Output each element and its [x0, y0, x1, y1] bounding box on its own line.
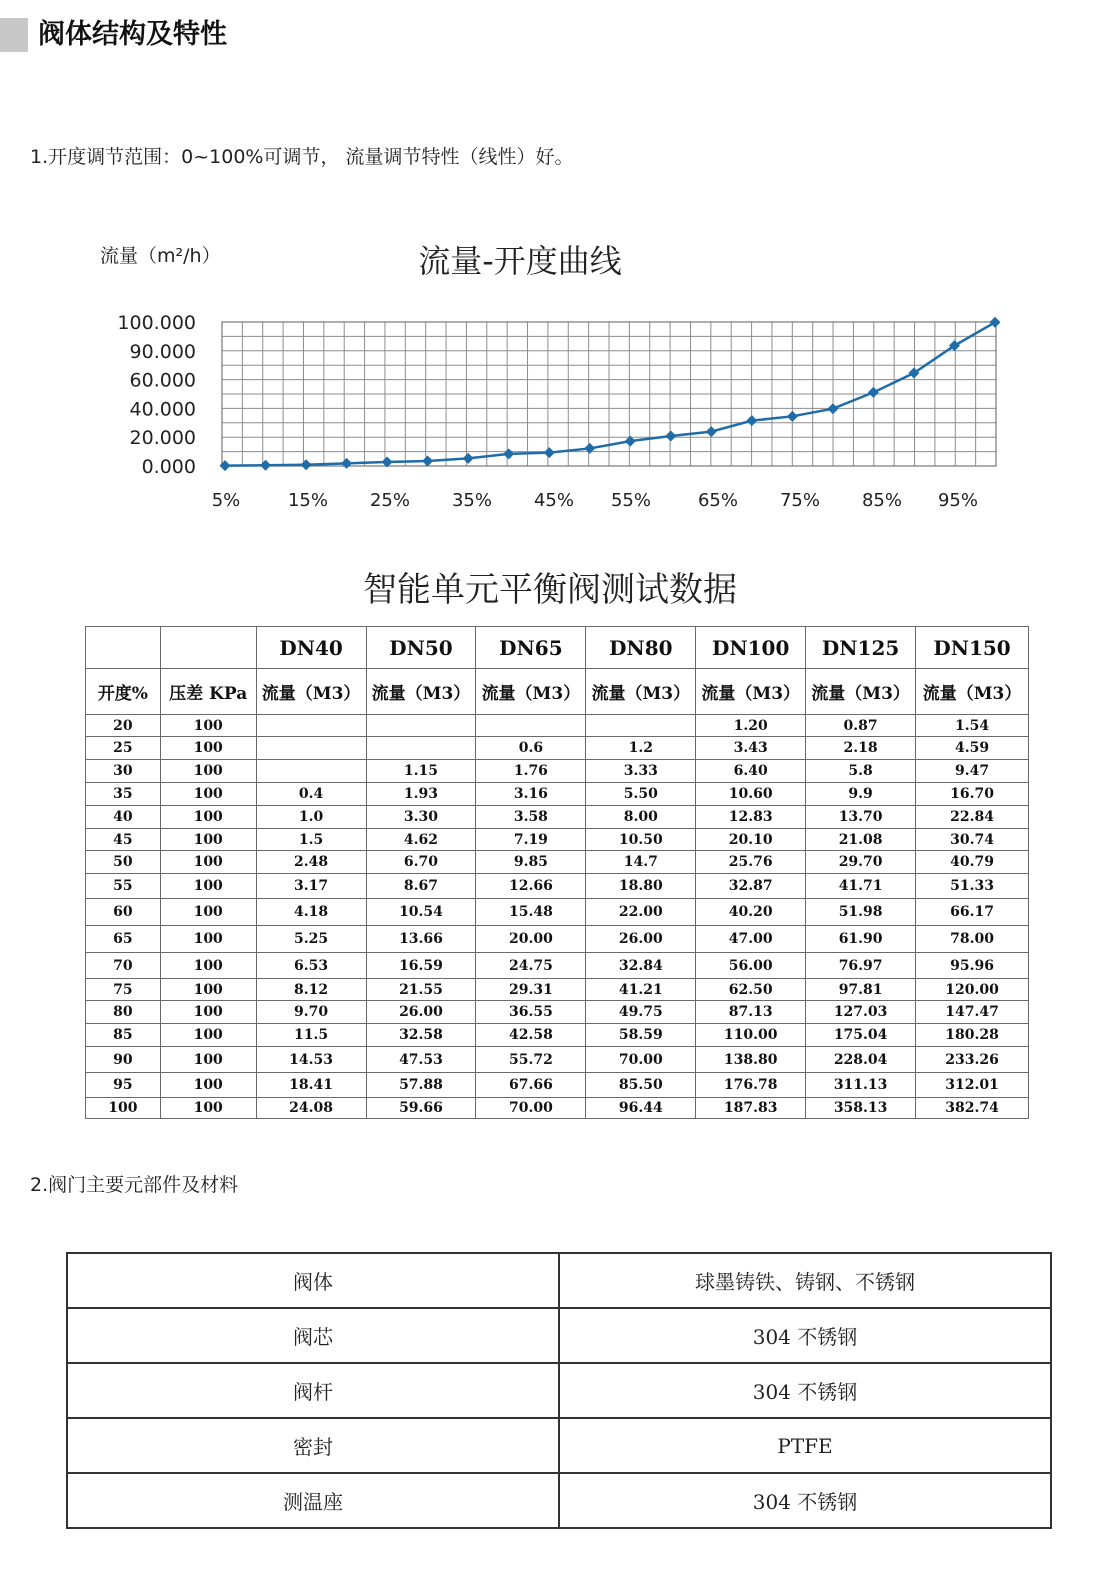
- header-blank: [160, 627, 256, 669]
- flow-cell: 25.76: [696, 851, 806, 874]
- materials-table: [66, 1252, 1052, 1529]
- section-marker: [0, 18, 28, 52]
- flow-cell: 233.26: [916, 1047, 1029, 1073]
- table-row: [86, 979, 1029, 1001]
- components-heading: 2.阀门主要元部件及材料: [30, 1174, 239, 1196]
- material-row: [67, 1308, 1051, 1363]
- flow-cell: 3.30: [366, 806, 476, 829]
- flow-cell: 10.60: [696, 783, 806, 806]
- flow-cell: 13.66: [366, 926, 476, 953]
- pressure-cell: 100: [160, 806, 256, 829]
- flow-cell: 311.13: [806, 1073, 916, 1098]
- table-row: [86, 953, 1029, 979]
- opening-cell: 25: [86, 737, 161, 760]
- pressure-cell: 100: [160, 926, 256, 953]
- flow-cell: 8.12: [256, 979, 366, 1001]
- material-row: [67, 1363, 1051, 1418]
- flow-cell: 97.81: [806, 979, 916, 1001]
- flow-cell: 5.25: [256, 926, 366, 953]
- flow-cell: 110.00: [696, 1024, 806, 1047]
- flow-cell: 8.00: [586, 806, 696, 829]
- pressure-cell: 100: [160, 783, 256, 806]
- flow-cell: 18.80: [586, 874, 696, 899]
- pressure-cell: 100: [160, 953, 256, 979]
- flow-cell: [586, 715, 696, 737]
- table-row: [86, 1047, 1029, 1073]
- flow-cell: 4.59: [916, 737, 1029, 760]
- flow-cell: 62.50: [696, 979, 806, 1001]
- flow-cell: 10.54: [366, 899, 476, 926]
- pressure-cell: 100: [160, 1024, 256, 1047]
- pressure-cell: 100: [160, 851, 256, 874]
- flow-cell: 6.70: [366, 851, 476, 874]
- y-tick-label: 90.000: [129, 340, 196, 363]
- flow-cell: 29.31: [476, 979, 586, 1001]
- flow-cell: 24.75: [476, 953, 586, 979]
- flow-cell: 358.13: [806, 1098, 916, 1119]
- flow-cell: 2.18: [806, 737, 916, 760]
- flow-cell: 56.00: [696, 953, 806, 979]
- flow-cell: 66.17: [916, 899, 1029, 926]
- flow-cell: 0.6: [476, 737, 586, 760]
- flow-cell: 2.48: [256, 851, 366, 874]
- flow-cell: 85.50: [586, 1073, 696, 1098]
- flow-cell: 3.43: [696, 737, 806, 760]
- part-name: 密封: [67, 1418, 559, 1473]
- flow-cell: 4.62: [366, 829, 476, 851]
- x-tick-label: 45%: [533, 490, 575, 511]
- flow-cell: 10.50: [586, 829, 696, 851]
- x-tick-label: 25%: [369, 490, 411, 511]
- flow-cell: 59.66: [366, 1098, 476, 1119]
- y-tick-label: 40.000: [129, 398, 196, 421]
- flow-cell: 47.53: [366, 1047, 476, 1073]
- pressure-cell: 100: [160, 1001, 256, 1024]
- chart-title: 流量-开度曲线: [418, 242, 622, 280]
- header-flow: 流量（M3）: [366, 669, 476, 715]
- flow-cell: 228.04: [806, 1047, 916, 1073]
- x-tick-label: 35%: [451, 490, 493, 511]
- flow-cell: 36.55: [476, 1001, 586, 1024]
- flow-cell: 95.96: [916, 953, 1029, 979]
- flow-cell: 61.90: [806, 926, 916, 953]
- flow-cell: 41.71: [806, 874, 916, 899]
- flow-cell: 41.21: [586, 979, 696, 1001]
- header-dn: DN40: [256, 627, 366, 669]
- opening-cell: 30: [86, 760, 161, 783]
- header-dn: DN80: [586, 627, 696, 669]
- y-tick-label: 100.000: [117, 312, 196, 334]
- opening-cell: 35: [86, 783, 161, 806]
- opening-cell: 80: [86, 1001, 161, 1024]
- pressure-cell: 100: [160, 737, 256, 760]
- table-row: [86, 783, 1029, 806]
- header-flow: 流量（M3）: [806, 669, 916, 715]
- header-pressure: 压差 KPa: [160, 669, 256, 715]
- table-row: [86, 829, 1029, 851]
- flow-cell: 55.72: [476, 1047, 586, 1073]
- flow-cell: 15.48: [476, 899, 586, 926]
- material-row: [67, 1473, 1051, 1528]
- flow-cell: 76.97: [806, 953, 916, 979]
- x-tick-label: 5%: [211, 490, 241, 511]
- opening-cell: 100: [86, 1098, 161, 1119]
- dn-header-row: [86, 627, 1029, 669]
- flow-cell: [476, 715, 586, 737]
- flow-cell: 1.76: [476, 760, 586, 783]
- table-row: [86, 1001, 1029, 1024]
- flow-cell: 3.33: [586, 760, 696, 783]
- part-name: 阀杆: [67, 1363, 559, 1418]
- pressure-cell: 100: [160, 979, 256, 1001]
- y-tick-label: 0.000: [141, 456, 196, 478]
- part-name: 测温座: [67, 1473, 559, 1528]
- flow-cell: 14.53: [256, 1047, 366, 1073]
- pressure-cell: 100: [160, 715, 256, 737]
- flow-cell: 9.9: [806, 783, 916, 806]
- flow-cell: 22.84: [916, 806, 1029, 829]
- part-material: 304 不锈钢: [559, 1473, 1051, 1528]
- table-row: [86, 1024, 1029, 1047]
- flow-cell: 138.80: [696, 1047, 806, 1073]
- flow-cell: 120.00: [916, 979, 1029, 1001]
- table-row: [86, 874, 1029, 899]
- table-row: [86, 760, 1029, 783]
- x-tick-label: 85%: [861, 490, 903, 511]
- flow-cell: 180.28: [916, 1024, 1029, 1047]
- opening-cell: 90: [86, 1047, 161, 1073]
- pressure-cell: 100: [160, 899, 256, 926]
- flow-cell: 11.5: [256, 1024, 366, 1047]
- flow-cell: 30.74: [916, 829, 1029, 851]
- flow-cell: 0.87: [806, 715, 916, 737]
- table-row: [86, 1073, 1029, 1098]
- header-flow: 流量（M3）: [476, 669, 586, 715]
- table-row: [86, 1098, 1029, 1119]
- flow-cell: 6.53: [256, 953, 366, 979]
- flow-cell: 176.78: [696, 1073, 806, 1098]
- flow-cell: [256, 737, 366, 760]
- flow-cell: 1.15: [366, 760, 476, 783]
- opening-cell: 40: [86, 806, 161, 829]
- test-data-table: [85, 626, 1029, 1119]
- flow-opening-chart: [0, 225, 1100, 525]
- flow-cell: 16.59: [366, 953, 476, 979]
- flow-cell: 24.08: [256, 1098, 366, 1119]
- x-tick-label: 75%: [779, 490, 821, 511]
- section-header: [0, 14, 400, 54]
- part-material: 304 不锈钢: [559, 1308, 1051, 1363]
- flow-cell: 382.74: [916, 1098, 1029, 1119]
- part-material: 球墨铸铁、铸钢、不锈钢: [559, 1253, 1051, 1308]
- table-row: [86, 737, 1029, 760]
- flow-cell: 87.13: [696, 1001, 806, 1024]
- flow-cell: 9.70: [256, 1001, 366, 1024]
- data-table-title: 智能单元平衡阀测试数据: [363, 570, 737, 610]
- opening-cell: 70: [86, 953, 161, 979]
- table-row: [86, 715, 1029, 737]
- flow-cell: 8.67: [366, 874, 476, 899]
- header-blank: [86, 627, 161, 669]
- x-tick-label: 55%: [610, 490, 652, 511]
- opening-cell: 60: [86, 899, 161, 926]
- flow-cell: 26.00: [366, 1001, 476, 1024]
- opening-cell: 50: [86, 851, 161, 874]
- flow-cell: [256, 760, 366, 783]
- flow-cell: 40.20: [696, 899, 806, 926]
- flow-cell: 26.00: [586, 926, 696, 953]
- flow-cell: 1.54: [916, 715, 1029, 737]
- flow-cell: 9.47: [916, 760, 1029, 783]
- flow-cell: 5.50: [586, 783, 696, 806]
- opening-cell: 55: [86, 874, 161, 899]
- flow-cell: 49.75: [586, 1001, 696, 1024]
- pressure-cell: 100: [160, 829, 256, 851]
- pressure-cell: 100: [160, 760, 256, 783]
- flow-cell: 13.70: [806, 806, 916, 829]
- range-description: 1.开度调节范围：0~100%可调节， 流量调节特性（线性）好。: [30, 146, 574, 168]
- y-tick-label: 60.000: [129, 369, 196, 392]
- flow-cell: 29.70: [806, 851, 916, 874]
- part-material: 304 不锈钢: [559, 1363, 1051, 1418]
- flow-cell: 20.00: [476, 926, 586, 953]
- flow-cell: 3.58: [476, 806, 586, 829]
- flow-cell: 7.19: [476, 829, 586, 851]
- header-dn: DN50: [366, 627, 476, 669]
- flow-cell: 21.55: [366, 979, 476, 1001]
- flow-cell: 51.98: [806, 899, 916, 926]
- flow-cell: 187.83: [696, 1098, 806, 1119]
- flow-cell: 58.59: [586, 1024, 696, 1047]
- opening-cell: 45: [86, 829, 161, 851]
- header-dn: DN100: [696, 627, 806, 669]
- pressure-cell: 100: [160, 1098, 256, 1119]
- flow-cell: 12.83: [696, 806, 806, 829]
- flow-cell: 0.4: [256, 783, 366, 806]
- x-tick-label: 15%: [287, 490, 329, 511]
- flow-cell: 78.00: [916, 926, 1029, 953]
- flow-cell: 42.58: [476, 1024, 586, 1047]
- x-tick-label: 95%: [937, 490, 979, 511]
- flow-cell: [366, 737, 476, 760]
- flow-cell: 22.00: [586, 899, 696, 926]
- column-header-row: [86, 669, 1029, 715]
- header-flow: 流量（M3）: [916, 669, 1029, 715]
- table-row: [86, 851, 1029, 874]
- part-material: PTFE: [559, 1418, 1051, 1473]
- flow-cell: 1.5: [256, 829, 366, 851]
- flow-cell: 32.87: [696, 874, 806, 899]
- header-dn: DN150: [916, 627, 1029, 669]
- flow-cell: 32.58: [366, 1024, 476, 1047]
- material-row: [67, 1418, 1051, 1473]
- flow-cell: 127.03: [806, 1001, 916, 1024]
- flow-cell: 1.93: [366, 783, 476, 806]
- flow-cell: 14.7: [586, 851, 696, 874]
- header-dn: DN65: [476, 627, 586, 669]
- y-axis-label: 流量（m²/h）: [100, 245, 221, 267]
- flow-cell: 47.00: [696, 926, 806, 953]
- flow-cell: 16.70: [916, 783, 1029, 806]
- flow-cell: 20.10: [696, 829, 806, 851]
- flow-cell: 18.41: [256, 1073, 366, 1098]
- flow-cell: 96.44: [586, 1098, 696, 1119]
- flow-cell: 175.04: [806, 1024, 916, 1047]
- flow-cell: 6.40: [696, 760, 806, 783]
- flow-cell: 70.00: [586, 1047, 696, 1073]
- flow-cell: 70.00: [476, 1098, 586, 1119]
- flow-cell: 32.84: [586, 953, 696, 979]
- flow-cell: 3.17: [256, 874, 366, 899]
- pressure-cell: 100: [160, 874, 256, 899]
- header-flow: 流量（M3）: [256, 669, 366, 715]
- flow-cell: 57.88: [366, 1073, 476, 1098]
- flow-cell: 67.66: [476, 1073, 586, 1098]
- material-row: [67, 1253, 1051, 1308]
- table-row: [86, 899, 1029, 926]
- flow-cell: 1.0: [256, 806, 366, 829]
- flow-cell: 147.47: [916, 1001, 1029, 1024]
- table-row: [86, 926, 1029, 953]
- part-name: 阀体: [67, 1253, 559, 1308]
- section-title: 阀体结构及特性: [38, 19, 227, 50]
- pressure-cell: 100: [160, 1047, 256, 1073]
- flow-cell: 12.66: [476, 874, 586, 899]
- flow-cell: 4.18: [256, 899, 366, 926]
- opening-cell: 75: [86, 979, 161, 1001]
- x-tick-label: 65%: [697, 490, 739, 511]
- opening-cell: 85: [86, 1024, 161, 1047]
- opening-cell: 95: [86, 1073, 161, 1098]
- table-row: [86, 806, 1029, 829]
- pressure-cell: 100: [160, 1073, 256, 1098]
- opening-cell: 65: [86, 926, 161, 953]
- flow-cell: 3.16: [476, 783, 586, 806]
- header-flow: 流量（M3）: [586, 669, 696, 715]
- flow-cell: 51.33: [916, 874, 1029, 899]
- y-tick-label: 20.000: [129, 427, 196, 450]
- flow-cell: 1.20: [696, 715, 806, 737]
- part-name: 阀芯: [67, 1308, 559, 1363]
- flow-cell: 1.2: [586, 737, 696, 760]
- flow-cell: 40.79: [916, 851, 1029, 874]
- flow-cell: [366, 715, 476, 737]
- header-flow: 流量（M3）: [696, 669, 806, 715]
- flow-cell: 5.8: [806, 760, 916, 783]
- flow-cell: [256, 715, 366, 737]
- flow-cell: 21.08: [806, 829, 916, 851]
- flow-cell: 9.85: [476, 851, 586, 874]
- header-opening: 开度%: [86, 669, 161, 715]
- flow-cell: 312.01: [916, 1073, 1029, 1098]
- opening-cell: 20: [86, 715, 161, 737]
- header-dn: DN125: [806, 627, 916, 669]
